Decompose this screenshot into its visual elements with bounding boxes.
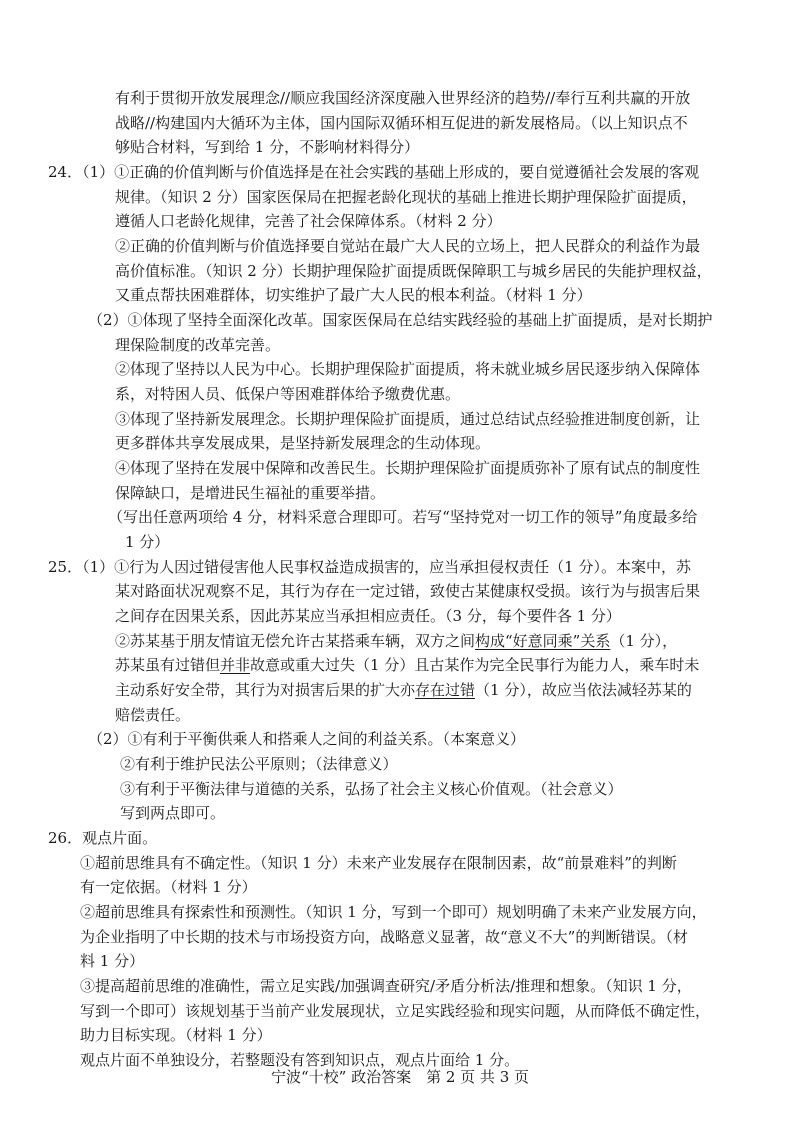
underlined-text: 并非 (220, 656, 251, 674)
text-line: ②正确的价值判断与价值选择要自觉站在最广大人民的立场上，把人民群众的利益作为最 (115, 237, 701, 255)
question-25-heading: 25．（1）①行为人因过错侵害他人民事权益造成损害的，应当承担侵权责任（1 分）。本案中，苏 (48, 558, 691, 576)
text-line: 某对路面状况观察不足，其行为存在一定过错，致使古某健康权受损。该行为与损害后果 (115, 582, 701, 600)
text-segment: （1 分），故应当依法减轻苏某的 (475, 681, 692, 699)
text-line: 高价值标准。（知识 2 分）长期护理保险扩面提质既保障职工与城乡居民的失能护理权益， (115, 262, 712, 280)
text-line: ①超前思维具有不确定性。（知识 1 分）未来产业发展存在限制因素，故“前景难料”的判断 (80, 854, 677, 872)
question-26-heading: 26．观点片面。 (48, 829, 158, 847)
text-line: 有一定依据。（材料 1 分） (80, 878, 257, 896)
page-footer: 宁波“十校” 政治答案 第 2 页 共 3 页 (270, 1068, 530, 1086)
text-segment: 苏某虽有过错但 (115, 656, 221, 674)
underlined-text: 存在过错 (415, 681, 476, 699)
text-line: 1 分） (125, 533, 170, 551)
text-line: （2）①有利于平衡供乘人和搭乘人之间的利益关系。（本案意义） (88, 730, 526, 748)
text-line: ③体现了坚持新发展理念。长期护理保险扩面提质，通过总结试点经验推进制度创新，让 (115, 410, 701, 428)
question-24-heading: 24．（1）①正确的价值判断与价值选择是在社会实践的基础上形成的，要自觉遵循社会发展的客观 (48, 163, 700, 181)
text-line: 又重点帮扶困难群体，切实维护了最广大人民的根本利益。（材料 1 分） (115, 286, 592, 304)
underlined-text: 构成“好意同乘”关系 (475, 632, 611, 650)
text-line: 系，对特困人员、低保户等困难群体给予缴费优惠。 (115, 385, 461, 403)
text-segment: ②苏某基于朋友情谊无偿允许古某搭乘车辆，双方之间 (115, 632, 476, 650)
text-line: ②体现了坚持以人民为中心。长期护理保险扩面提质，将未就业城乡居民逐步纳入保障体 (115, 360, 701, 378)
text-line: 为企业指明了中长期的技术与市场投资方向，战略意义显著，故“意义不大”的判断错误。（材 (80, 928, 688, 946)
text-line: ②超前思维具有探索性和预测性。（知识 1 分，写到一个即可）规划明确了未来产业发展方向， (80, 903, 707, 921)
text-segment: 故意或重大过失（1 分）且古某作为完全民事行为能力人，乘车时未 (250, 656, 700, 674)
text-line: 保障缺口，是增进民生福祉的重要举措。 (115, 484, 386, 502)
text-line: 更多群体共享发展成果，是坚持新发展理念的生动体现。 (115, 434, 491, 452)
text-line: （2）①体现了坚持全面深化改革。国家医保局在总结实践经验的基础上扩面提质，是对长期护 (88, 311, 713, 329)
text-line (115, 631, 677, 651)
text-line: 理保险制度的改革完善。 (115, 336, 281, 354)
text-line: 写到两点即可。 (120, 804, 226, 822)
text-line: ③有利于平衡法律与道德的关系，弘扬了社会主义核心价值观。（社会意义） (120, 780, 623, 798)
text-line: 料 1 分） (80, 952, 145, 970)
text-line: ④体现了坚持在发展中保障和改善民生。长期护理保险扩面提质弥补了原有试点的制度性 (115, 459, 701, 477)
text-line: 之间存在因果关系，因此苏某应当承担相应责任。（3 分，每个要件各 1 分） (115, 607, 621, 625)
text-line: ③提高超前思维的准确性，需立足实践/加强调查研究/矛盾分析法/推理和想象。（知识 1 分， (80, 977, 692, 995)
text-line: ②有利于维护民法公平原则；（法律意义） (120, 755, 398, 773)
text-line (115, 680, 692, 700)
text-line: 规律。（知识 2 分）国家医保局在把握老龄化现状的基础上推进长期护理保险扩面提质， (115, 188, 697, 206)
text-line: 赔偿责任。 (115, 706, 191, 724)
text-line: 战略//构建国内大循环为主体，国内国际双循环相互促进的新发展格局。（以上知识点不 (115, 114, 688, 132)
text-line: 观点片面不单独设分，若整题没有答到知识点，观点片面给 1 分。 (80, 1051, 520, 1069)
text-segment: 主动系好安全带，其行为对损害后果的扩大亦 (115, 681, 416, 699)
text-line: 遵循人口老龄化规律，完善了社会保障体系。（材料 2 分） (115, 212, 502, 230)
text-line: 写到一个即可）该规划基于当前产业发展现状，立足实践经验和现实问题，从而降低不确定性， (80, 1002, 711, 1020)
text-line: （写出任意两项给 4 分，材料采意合理即可。若写“坚持党对一切工作的领导”角度最多给 (108, 508, 698, 526)
text-line (115, 655, 699, 675)
text-line: 助力目标实现。（材料 1 分） (80, 1026, 272, 1044)
text-line: 够贴合材料，写到给 1 分，不影响材料得分） (115, 138, 420, 156)
text-segment: （1 分）， (610, 632, 678, 650)
text-line: 有利于贯彻开放发展理念//顺应我国经济深度融入世界经济的趋势//奉行互利共赢的开放 (115, 89, 691, 107)
